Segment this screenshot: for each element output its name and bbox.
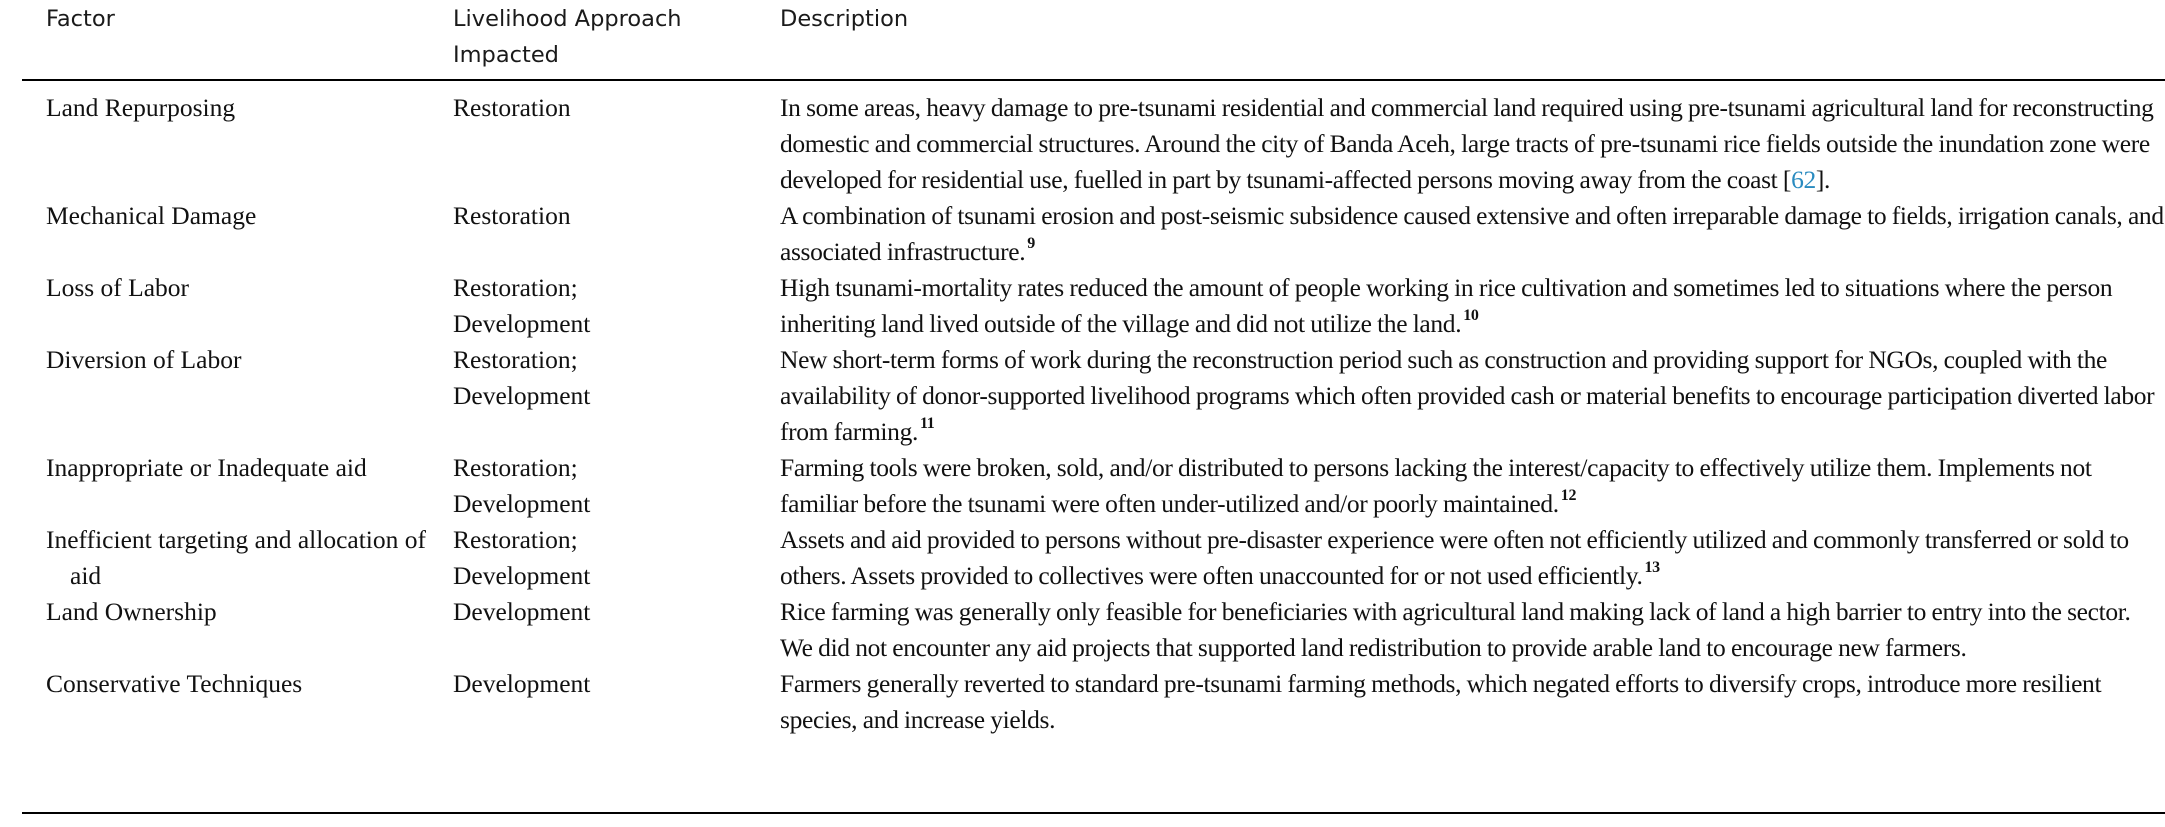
- table-row: [0, 198, 2165, 270]
- approach-cell: [453, 90, 753, 126]
- description-cell: [780, 450, 2165, 522]
- approach-line: Development: [453, 561, 591, 590]
- table-row: [0, 522, 2165, 594]
- header-approach-line1: Livelihood Approach: [453, 6, 682, 32]
- footnote-marker[interactable]: 10: [1463, 306, 1479, 324]
- factor-cell: Conservative Techniques: [46, 669, 303, 698]
- approach-line: Development: [453, 489, 591, 518]
- header-factor: Factor: [46, 6, 115, 32]
- factor-cell: Loss of Labor: [46, 273, 190, 302]
- header-approach: [453, 1, 682, 73]
- approach-cell: [453, 594, 753, 630]
- description-cell: [780, 270, 2165, 342]
- approach-cell: [453, 198, 753, 234]
- description-cell: [780, 342, 2165, 450]
- table-row: [0, 594, 2165, 666]
- description-tail: ].: [1815, 165, 1831, 194]
- description-text: Farmers generally reverted to standard pre-tsunami farming methods, which negated efforts to diversify crops, introduce more resilient species, and increase yields.: [780, 669, 2102, 734]
- factor-cell: Mechanical Damage: [46, 201, 257, 230]
- table-row: [0, 342, 2165, 450]
- table-row: [0, 90, 2165, 198]
- approach-line: Development: [453, 669, 591, 698]
- footnote-marker[interactable]: 11: [920, 414, 935, 432]
- factor-cell: Diversion of Labor: [46, 345, 242, 374]
- description-cell: [780, 522, 2165, 594]
- table-row: [0, 270, 2165, 342]
- bottom-rule: [22, 812, 2165, 814]
- footnote-marker[interactable]: 9: [1027, 234, 1035, 252]
- description-text: Assets and aid provided to persons without pre-disaster experience were often not efficiently utilized and commonly transferred or sold to others. Assets provided to collectives were often unaccounted for or not used efficiently.: [780, 525, 2129, 590]
- factor-cell: Land Repurposing: [46, 93, 236, 122]
- description-cell: [780, 594, 2165, 666]
- approach-line: Development: [453, 381, 591, 410]
- factor-cell: Inefficient targeting and allocation of aid: [46, 525, 426, 590]
- description-text: A combination of tsunami erosion and post-seismic subsidence caused extensive and often irreparable damage to fields, irrigation canals, and associated infrastructure.: [780, 201, 2164, 266]
- header-rule: [22, 79, 2165, 81]
- approach-line: Restoration: [453, 93, 571, 122]
- approach-line: Restoration;: [453, 453, 578, 482]
- footnote-marker[interactable]: 13: [1644, 558, 1660, 576]
- factor-cell: Inappropriate or Inadequate aid: [46, 453, 367, 482]
- description-text: Rice farming was generally only feasible for beneficiaries with agricultural land making lack of land a high barrier to entry into the sector. We did not encounter any aid projects that supported land redistribution to provide arable land to encourage new farmers.: [780, 597, 2131, 662]
- approach-line: Restoration;: [453, 273, 578, 302]
- approach-cell: [453, 522, 753, 594]
- approach-line: Restoration;: [453, 345, 578, 374]
- approach-cell: [453, 450, 753, 522]
- description-cell: [780, 666, 2165, 738]
- footnote-marker[interactable]: 12: [1560, 486, 1577, 504]
- description-cell: [780, 198, 2165, 270]
- description-text: Farming tools were broken, sold, and/or distributed to persons lacking the interest/capacity to effectively utilize them. Implements not familiar before the tsunami were often under-utilized and/or poorly maintained.: [780, 453, 2092, 518]
- approach-cell: [453, 270, 753, 342]
- description-text: In some areas, heavy damage to pre-tsunami residential and commercial land required using pre-tsunami agricultural land for reconstructing domestic and commercial structures. Around the city of Banda Aceh, large tracts of pre-tsunami rice fields outside the inundation zone were developed for residential use, fuelled in part by tsunami-affected persons moving away from the coast [: [780, 93, 2154, 194]
- table-header: [0, 0, 2165, 80]
- header-approach-line2: Impacted: [453, 42, 559, 68]
- table-row: [0, 666, 2165, 738]
- approach-line: Development: [453, 309, 591, 338]
- approach-line: Restoration;: [453, 525, 578, 554]
- approach-line: Development: [453, 597, 591, 626]
- citation-link[interactable]: 62: [1791, 165, 1816, 194]
- approach-line: Restoration: [453, 201, 571, 230]
- description-text: High tsunami-mortality rates reduced the amount of people working in rice cultivation and sometimes led to situations where the person inheriting land lived outside of the village and did not utilize the land.: [780, 273, 2113, 338]
- approach-cell: [453, 666, 753, 702]
- approach-cell: [453, 342, 753, 414]
- description-cell: [780, 90, 2165, 198]
- table-body: [0, 90, 2165, 738]
- factor-cell: Land Ownership: [46, 597, 217, 626]
- header-description: Description: [780, 6, 909, 32]
- table-row: [0, 450, 2165, 522]
- description-text: New short-term forms of work during the reconstruction period such as construction and providing support for NGOs, coupled with the availability of donor-supported livelihood programs which often provided cash or material benefits to encourage participation diverted labor from farming.: [780, 345, 2155, 446]
